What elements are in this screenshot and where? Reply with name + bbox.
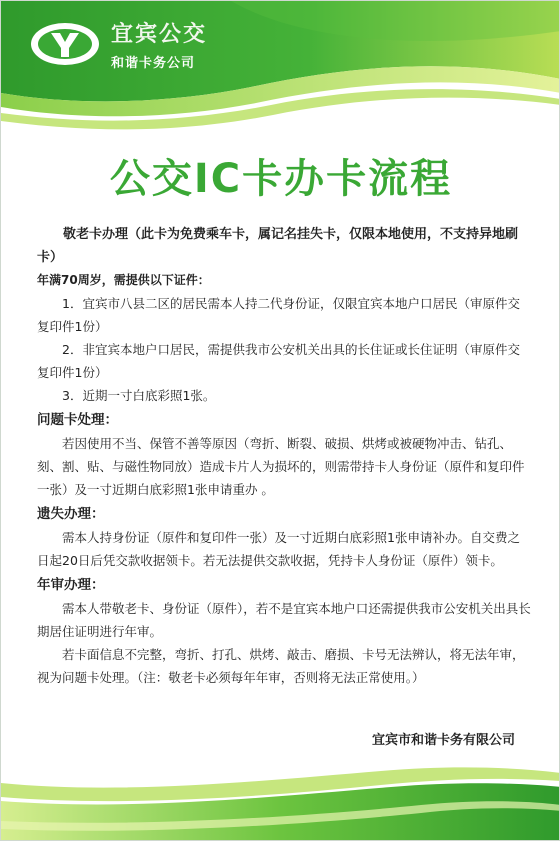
page-title: 公交IC卡办卡流程 — [109, 156, 453, 202]
problem-card-heading: 问题卡处理： — [37, 412, 118, 428]
company-name: 宜宾市和谐卡务有限公司 — [371, 733, 515, 748]
elderly-requirement: 年满70周岁，需提供以下证件： — [37, 273, 210, 287]
annual-review-heading: 年审办理： — [37, 577, 105, 593]
content-body — [37, 223, 531, 689]
company-logo — [29, 17, 207, 71]
requirement-item: 2．非宜宾本地户口居民，需提供我市公安机关出具的长住证或长住证明（审原件交复印件1份） — [37, 342, 520, 380]
problem-card-text: 若因使用不当、保管不善等原因（弯折、断裂、破损、烘烤或被硬物冲击、钻孔、刻、割、贴、与磁性物同放）造成卡片人为损坏的，则需带持卡人身份证（原件和复印件一张）及一寸近期白底彩照1张申请重办 。 — [37, 436, 525, 497]
bottom-green-band — [1, 761, 560, 841]
logo-subtitle: 和谐卡务公司 — [111, 56, 196, 71]
lost-card-text: 需本人持身份证（原件和复印件一张）及一寸近期白底彩照1张申请补办。自交费之日起20日后凭交款收据领卡。若无法提供交款收据，凭持卡人身份证（原件）领卡。 — [37, 530, 520, 568]
elderly-card-heading: 敬老卡办理（此卡为免费乘车卡，属记名挂失卡，仅限本地使用，不支持异地刷卡） — [37, 227, 519, 265]
logo-name: 宜宾公交 — [111, 21, 208, 47]
annual-review-text: 需本人带敬老卡、身份证（原件），若不是宜宾本地户口还需提供我市公安机关出具长期居住证明进行年审。 — [37, 601, 531, 639]
annual-review-note: 若卡面信息不完整，弯折、打孔、烘烤、敲击、磨损、卡号无法辨认，将无法年审，视为问题卡处理。（注：敬老卡必须每年年审，否则将无法正常使用。） — [37, 647, 525, 685]
y-emblem-icon — [29, 20, 101, 68]
lost-card-heading: 遗失办理： — [37, 506, 105, 522]
requirement-item: 1．宜宾市八县二区的居民需本人持二代身份证，仅限宜宾本地户口居民（审原件交复印件1份） — [37, 296, 520, 334]
requirement-item: 3．近期一寸白底彩照1张。 — [62, 388, 216, 403]
